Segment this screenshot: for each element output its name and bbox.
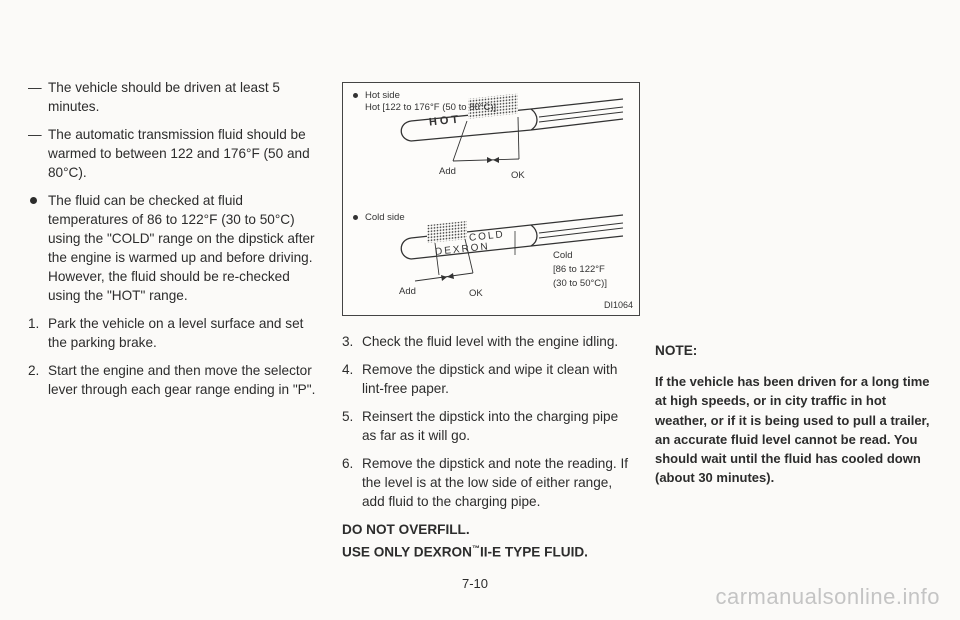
middle-column [342, 332, 632, 562]
list-item [28, 314, 322, 352]
item-text: Start the engine and then move the selector lever through each gear range ending in "P". [48, 363, 316, 397]
left-column [28, 78, 322, 408]
cold-side-heading: Cold side [353, 211, 405, 224]
bullet-icon [30, 197, 37, 204]
item-text: Remove the dipstick and wipe it clean with lint-free paper. [362, 362, 618, 396]
list-item [28, 191, 322, 305]
step-number: 4. [342, 362, 354, 377]
item-text: Check the fluid level with the engine idling. [362, 334, 619, 349]
step-number: 2. [28, 363, 40, 378]
step-number: 1. [28, 316, 40, 331]
watermark: carmanualsonline.info [715, 584, 940, 609]
item-text: The automatic transmission fluid should be warmed to between 122 and 176°F (50 and 80°C). [48, 127, 310, 180]
list-item [342, 332, 632, 351]
list-item [342, 454, 632, 511]
cold-marking: COLD [468, 229, 506, 244]
note-title: NOTE: [655, 343, 698, 358]
hot-ok-label: OK [511, 170, 525, 181]
right-column [655, 332, 940, 488]
list-item [342, 407, 632, 445]
step-number: 5. [342, 409, 354, 424]
bullet-icon [353, 93, 358, 98]
hot-side-heading: Hot side [353, 89, 400, 102]
dash-marker: — [28, 80, 42, 95]
overfill-warning: DO NOT OVERFILL. [342, 522, 470, 537]
step-number: 6. [342, 456, 354, 471]
cold-range-c: (30 to 50°C)] [553, 278, 607, 289]
fluid-type-warning: USE ONLY DEXRON™II-E TYPE FLUID. [342, 544, 588, 560]
item-text: Park the vehicle on a level surface and set the parking brake. [48, 316, 304, 350]
figure-code: DI1064 [603, 300, 633, 310]
page-number: 7-10 [462, 576, 489, 591]
item-text: Reinsert the dipstick into the charging pipe as far as it will go. [362, 409, 619, 443]
list-item [28, 78, 322, 116]
cold-range-f: [86 to 122°F [553, 264, 605, 275]
dipstick-figure [342, 82, 640, 316]
hot-range-label: Hot [122 to 176°F (50 to 80°C)] [365, 102, 497, 113]
step-number: 3. [342, 334, 354, 349]
cold-add-label: Add [399, 286, 416, 297]
bullet-icon [353, 215, 358, 220]
hot-add-label: Add [439, 166, 456, 177]
dexron-marking: DEXRON [434, 241, 491, 258]
item-text: Remove the dipstick and note the reading. If the level is at the low side of either range, add fluid to the charging pipe. [362, 456, 628, 509]
cold-ok-label: OK [469, 288, 483, 299]
dash-marker: — [28, 127, 42, 142]
cold-label: Cold [553, 250, 573, 261]
item-text: The fluid can be checked at fluid temperatures of 86 to 122°F (30 to 50°C) using the "COLD" range on the dipstick after the engine is warmed up and before driving. However, the fluid should be re-checked using the "HOT" range. [48, 193, 315, 303]
list-item [342, 360, 632, 398]
hot-marking: HOT [428, 113, 462, 129]
list-item [28, 125, 322, 182]
list-item [28, 361, 322, 399]
note-body: If the vehicle has been driven for a long time at high speeds, or in city traffic in hot weather, or if it is being used to pull a trailer, an accurate fluid level cannot be read. You should wait until the fluid has cooled down (about 30 minutes). [655, 374, 930, 486]
item-text: The vehicle should be driven at least 5 minutes. [48, 80, 280, 114]
